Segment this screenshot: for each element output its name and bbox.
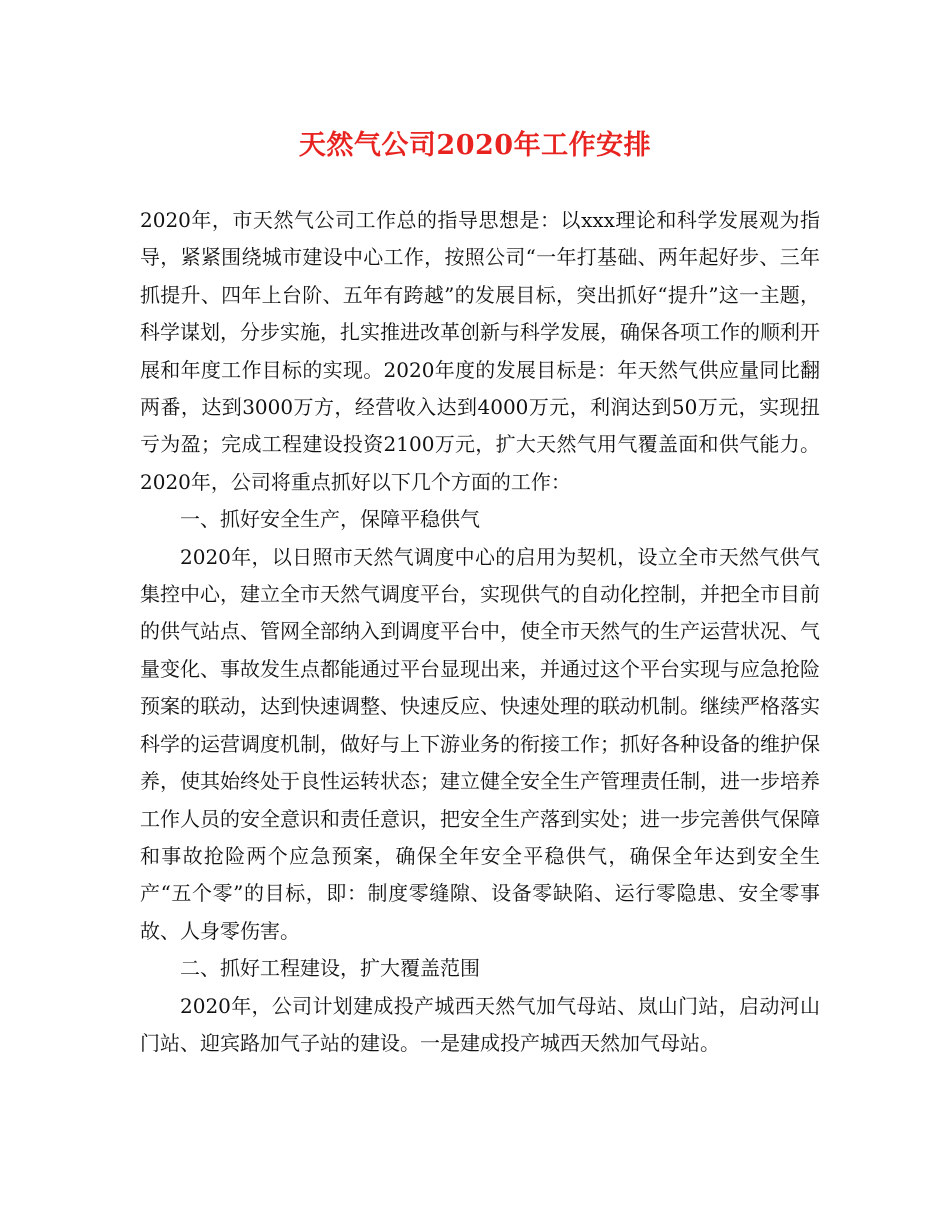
section-heading-construction: 二、抓好工程建设，扩大覆盖范围 [180,956,480,981]
paragraph-construction: 2020年，公司计划建成投产城西天然气加气母站、岚山门站，启动河山门站、迎宾路加气子站的建设。一是建成投产城西天然加气母站。 [140,993,820,1055]
document-title: 天然气公司2020年工作安排 [298,130,652,161]
section-heading-safety: 一、抓好安全生产，保障平稳供气 [180,507,480,532]
document-body [140,202,820,1062]
paragraph-intro: 2020年，市天然气公司工作总的指导思想是：以xxx理论和科学发展观为指导，紧紧围绕城市建设中心工作，按照公司“一年打基础、两年起好步、三年抓提升、四年上台阶、五年有跨越”的发展目标，突出抓好“提升”这一主题，科学谋划，分步实施，扎实推进改革创新与科学发展，确保各项工作的顺利开展和年度工作目标的实现。2020年度的发展目标是：年天然气供应量同比翻两番，达到3000万方，经营收入达到4000万元，利润达到50万元，实现扭亏为盈；完成工程建设投资2100万元，扩大天然气用气覆盖面和供气能力。2020年，公司将重点抓好以下几个方面的工作： [140,208,820,494]
paragraph-safety: 2020年，以日照市天然气调度中心的启用为契机，设立全市天然气供气集控中心，建立全市天然气调度平台，实现供气的自动化控制，并把全市目前的供气站点、管网全部纳入到调度平台中，使全市天然气的生产运营状况、气量变化、事故发生点都能通过平台显现出来，并通过这个平台实现与应急抢险预案的联动，达到快速调整、快速反应、快速处理的联动机制。继续严格落实科学的运营调度机制，做好与上下游业务的衔接工作；抓好各种设备的维护保养，使其始终处于良性运转状态；建立健全安全生产管理责任制，进一步培养工作人员的安全意识和责任意识，把安全生产落到实处；进一步完善供气保障和事故抢险两个应急预案，确保全年安全平稳供气，确保全年达到安全生产“五个零”的目标，即：制度零缝隙、设备零缺陷、运行零隐患、安全零事故、人身零伤害。 [140,544,820,943]
